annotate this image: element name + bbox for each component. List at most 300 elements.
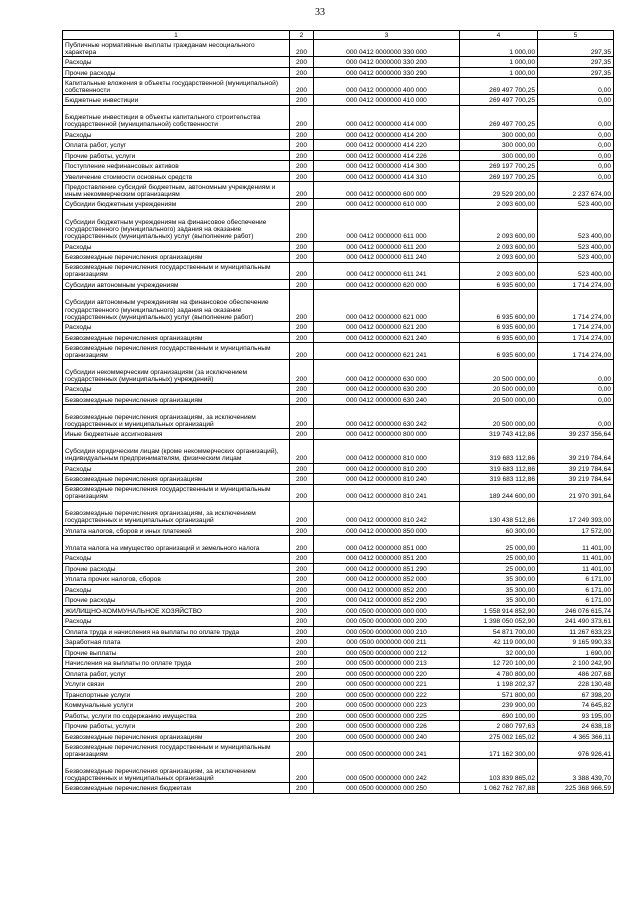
table-row [63, 171, 614, 182]
row-name-cell: Прочие расходы [63, 595, 290, 606]
table-row [63, 595, 614, 606]
row-line-code-cell: 200 [290, 463, 314, 474]
table-row [63, 637, 614, 648]
table-row [63, 57, 614, 68]
row-budget-code-cell: 000 0412 0000000 414 310 [314, 171, 460, 182]
row-line-code-cell: 200 [290, 394, 314, 405]
row-executed-amount-cell: 0,00 [538, 150, 614, 161]
row-name-cell: ЖИЛИЩНО-КОММУНАЛЬНОЕ ХОЗЯЙСТВО [63, 605, 290, 616]
row-name-cell: Субсидии автономным учреждениям на финансовое обеспечение государственного (муниципального) задания на оказание государственных (муниципальных) услуг (выполнение работ) [63, 290, 290, 322]
row-budget-code-cell: 000 0412 0000000 611 240 [314, 252, 460, 263]
row-executed-amount-cell: 6 171,00 [538, 584, 614, 595]
table-row [63, 322, 614, 333]
row-approved-amount-cell: 1 000,00 [460, 67, 538, 78]
row-line-code-cell: 200 [290, 171, 314, 182]
row-name-cell: Прочие расходы [63, 67, 290, 78]
row-name-cell: Безвозмездные перечисления организациям, за исключением государственных и муниципальных организаций [63, 759, 290, 783]
row-line-code-cell: 200 [290, 150, 314, 161]
row-name-cell: Безвозмездные перечисления организациям [63, 252, 290, 263]
row-line-code-cell: 200 [290, 252, 314, 263]
row-approved-amount-cell: 269 197 700,25 [460, 161, 538, 172]
table-row [63, 439, 614, 463]
row-budget-code-cell: 000 0500 0000000 000 242 [314, 759, 460, 783]
row-name-cell: Расходы [63, 463, 290, 474]
row-approved-amount-cell: 1 000,00 [460, 57, 538, 68]
table-row [63, 360, 614, 384]
row-budget-code-cell: 000 0412 0000000 414 300 [314, 161, 460, 172]
row-budget-code-cell: 000 0412 0000000 621 200 [314, 322, 460, 333]
row-line-code-cell: 200 [290, 95, 314, 106]
row-line-code-cell: 200 [290, 710, 314, 721]
row-name-cell: Безвозмездные перечисления организациям [63, 394, 290, 405]
row-name-cell: Увеличение стоимости основных средств [63, 171, 290, 182]
row-budget-code-cell: 000 0412 0000000 330 000 [314, 40, 460, 57]
row-budget-code-cell: 000 0412 0000000 414 226 [314, 150, 460, 161]
table-row [63, 474, 614, 485]
row-name-cell: Бюджетные инвестиции в объекты капитального строительства государственной (муниципальной) собственности [63, 105, 290, 129]
row-executed-amount-cell: 6 171,00 [538, 595, 614, 606]
row-budget-code-cell: 000 0412 0000000 852 000 [314, 574, 460, 585]
table-row [63, 405, 614, 429]
row-line-code-cell: 200 [290, 759, 314, 783]
table-row [63, 668, 614, 679]
row-approved-amount-cell: 275 002 165,02 [460, 731, 538, 742]
row-approved-amount-cell: 2 093 600,00 [460, 252, 538, 263]
row-name-cell: Иные бюджетные ассигнования [63, 429, 290, 440]
row-name-cell: Субсидии бюджетным учреждениям [63, 199, 290, 210]
row-executed-amount-cell: 976 926,41 [538, 742, 614, 759]
row-line-code-cell: 200 [290, 199, 314, 210]
row-budget-code-cell: 000 0500 0000000 000 211 [314, 637, 460, 648]
table-row [63, 679, 614, 690]
table-header [63, 31, 614, 40]
row-approved-amount-cell: 1 558 914 852,90 [460, 605, 538, 616]
row-name-cell: Безвозмездные перечисления организациям, за исключением государственных и муниципальных организаций [63, 405, 290, 429]
column-header-4: 4 [460, 31, 538, 40]
row-line-code-cell: 200 [290, 474, 314, 485]
table-row [63, 252, 614, 263]
table-row [63, 616, 614, 627]
row-executed-amount-cell: 1 714 274,00 [538, 322, 614, 333]
row-name-cell: Безвозмездные перечисления организациям [63, 474, 290, 485]
row-approved-amount-cell: 29 529 200,00 [460, 182, 538, 199]
table-row [63, 731, 614, 742]
row-line-code-cell: 200 [290, 57, 314, 68]
row-approved-amount-cell: 20 500 000,00 [460, 384, 538, 395]
row-budget-code-cell: 000 0412 0000000 851 200 [314, 553, 460, 564]
row-executed-amount-cell: 225 368 966,59 [538, 783, 614, 794]
row-approved-amount-cell: 20 500 000,00 [460, 405, 538, 429]
row-executed-amount-cell: 17 572,00 [538, 525, 614, 536]
row-name-cell: Прочие выплаты [63, 647, 290, 658]
row-budget-code-cell: 000 0412 0000000 630 200 [314, 384, 460, 395]
table-row [63, 574, 614, 585]
row-approved-amount-cell: 4 780 800,00 [460, 668, 538, 679]
row-line-code-cell: 200 [290, 605, 314, 616]
row-name-cell: Услуги связи [63, 679, 290, 690]
table-row [63, 343, 614, 360]
row-executed-amount-cell: 523 400,00 [538, 209, 614, 241]
row-approved-amount-cell: 42 119 000,00 [460, 637, 538, 648]
row-budget-code-cell: 000 0412 0000000 611 200 [314, 241, 460, 252]
row-name-cell: Капитальные вложения в объекты государственной (муниципальной) собственности [63, 78, 290, 95]
row-approved-amount-cell: 319 683 112,86 [460, 474, 538, 485]
row-executed-amount-cell: 0,00 [538, 95, 614, 106]
row-approved-amount-cell: 1 398 050 052,90 [460, 616, 538, 627]
row-approved-amount-cell: 20 500 000,00 [460, 394, 538, 405]
row-approved-amount-cell: 2 093 600,00 [460, 262, 538, 279]
table-row [63, 525, 614, 536]
row-line-code-cell: 200 [290, 322, 314, 333]
row-budget-code-cell: 000 0412 0000000 810 000 [314, 439, 460, 463]
row-line-code-cell: 200 [290, 658, 314, 669]
row-line-code-cell: 200 [290, 626, 314, 637]
row-name-cell: Расходы [63, 129, 290, 140]
row-executed-amount-cell: 228 130,48 [538, 679, 614, 690]
row-executed-amount-cell: 39 219 784,64 [538, 474, 614, 485]
table-row [63, 40, 614, 57]
row-name-cell: Расходы [63, 584, 290, 595]
row-executed-amount-cell: 241 490 373,61 [538, 616, 614, 627]
row-line-code-cell: 200 [290, 700, 314, 711]
row-executed-amount-cell: 24 638,18 [538, 721, 614, 732]
row-budget-code-cell: 000 0412 0000000 630 000 [314, 360, 460, 384]
row-executed-amount-cell: 2 100 242,90 [538, 658, 614, 669]
row-name-cell: Заработная плата [63, 637, 290, 648]
row-budget-code-cell: 000 0500 0000000 000 250 [314, 783, 460, 794]
row-name-cell: Поступление нефинансовых активов [63, 161, 290, 172]
row-line-code-cell: 200 [290, 279, 314, 290]
row-line-code-cell: 200 [290, 484, 314, 501]
row-executed-amount-cell: 11 401,00 [538, 553, 614, 564]
row-budget-code-cell: 000 0412 0000000 810 241 [314, 484, 460, 501]
row-executed-amount-cell: 0,00 [538, 384, 614, 395]
row-name-cell: Начисления на выплаты по оплате труда [63, 658, 290, 669]
table-row [63, 429, 614, 440]
row-executed-amount-cell: 0,00 [538, 78, 614, 95]
row-line-code-cell: 200 [290, 140, 314, 151]
row-approved-amount-cell: 25 000,00 [460, 553, 538, 564]
budget-execution-table [62, 30, 614, 794]
row-budget-code-cell: 000 0412 0000000 600 000 [314, 182, 460, 199]
row-approved-amount-cell: 2 093 600,00 [460, 241, 538, 252]
table-row [63, 105, 614, 129]
row-name-cell: Оплата работ, услуг [63, 140, 290, 151]
row-executed-amount-cell: 4 365 366,11 [538, 731, 614, 742]
table-row [63, 241, 614, 252]
row-name-cell: Уплата налогов, сборов и иных платежей [63, 525, 290, 536]
row-budget-code-cell: 000 0412 0000000 810 242 [314, 501, 460, 525]
row-budget-code-cell: 000 0500 0000000 000 212 [314, 647, 460, 658]
row-line-code-cell: 200 [290, 78, 314, 95]
table-row [63, 394, 614, 405]
column-header-1: 1 [63, 31, 290, 40]
row-name-cell: Расходы [63, 553, 290, 564]
row-name-cell: Субсидии автономным учреждениям [63, 279, 290, 290]
row-line-code-cell: 200 [290, 405, 314, 429]
row-line-code-cell: 200 [290, 209, 314, 241]
row-line-code-cell: 200 [290, 679, 314, 690]
row-line-code-cell: 200 [290, 332, 314, 343]
row-executed-amount-cell: 0,00 [538, 140, 614, 151]
row-line-code-cell: 200 [290, 360, 314, 384]
row-name-cell: Оплата труда и начисления на выплаты по оплате труда [63, 626, 290, 637]
row-line-code-cell: 200 [290, 429, 314, 440]
row-name-cell: Работы, услуги по содержанию имущества [63, 710, 290, 721]
row-name-cell: Предоставление субсидий бюджетным, автономным учреждениям и иным некоммерческим организациям [63, 182, 290, 199]
row-name-cell: Расходы [63, 57, 290, 68]
row-executed-amount-cell: 297,35 [538, 57, 614, 68]
row-name-cell: Транспортные услуги [63, 689, 290, 700]
row-executed-amount-cell: 1 690,00 [538, 647, 614, 658]
row-budget-code-cell: 000 0412 0000000 810 240 [314, 474, 460, 485]
row-approved-amount-cell: 269 497 700,25 [460, 105, 538, 129]
table-row [63, 605, 614, 616]
row-executed-amount-cell: 523 400,00 [538, 262, 614, 279]
table-row [63, 553, 614, 564]
table-row [63, 536, 614, 553]
row-line-code-cell: 200 [290, 689, 314, 700]
row-executed-amount-cell: 17 249 393,00 [538, 501, 614, 525]
table-row [63, 759, 614, 783]
table-row [63, 700, 614, 711]
row-name-cell: Расходы [63, 384, 290, 395]
row-name-cell: Прочие расходы [63, 563, 290, 574]
row-budget-code-cell: 000 0500 0000000 000 200 [314, 616, 460, 627]
table-row [63, 199, 614, 210]
row-line-code-cell: 200 [290, 129, 314, 140]
table-row [63, 332, 614, 343]
row-name-cell: Субсидии бюджетным учреждениям на финансовое обеспечение государственного (муниципального) задания на оказание государственных (муниципальных) услуг (выполнение работ) [63, 209, 290, 241]
table-row [63, 182, 614, 199]
row-approved-amount-cell: 319 683 112,86 [460, 463, 538, 474]
row-executed-amount-cell: 11 401,00 [538, 536, 614, 553]
row-approved-amount-cell: 300 000,00 [460, 150, 538, 161]
row-budget-code-cell: 000 0412 0000000 414 220 [314, 140, 460, 151]
row-name-cell: Прочие работы, услуги [63, 150, 290, 161]
row-budget-code-cell: 000 0500 0000000 000 222 [314, 689, 460, 700]
row-budget-code-cell: 000 0412 0000000 630 242 [314, 405, 460, 429]
row-budget-code-cell: 000 0412 0000000 330 200 [314, 57, 460, 68]
row-line-code-cell: 200 [290, 536, 314, 553]
row-line-code-cell: 200 [290, 647, 314, 658]
table-row [63, 658, 614, 669]
row-name-cell: Безвозмездные перечисления государственным и муниципальным организациям [63, 484, 290, 501]
row-budget-code-cell: 000 0412 0000000 621 241 [314, 343, 460, 360]
row-line-code-cell: 200 [290, 262, 314, 279]
row-approved-amount-cell: 6 935 600,00 [460, 279, 538, 290]
row-name-cell: Уплата налога на имущество организаций и земельного налога [63, 536, 290, 553]
row-budget-code-cell: 000 0412 0000000 852 200 [314, 584, 460, 595]
row-line-code-cell: 200 [290, 40, 314, 57]
table-row [63, 209, 614, 241]
row-line-code-cell: 200 [290, 574, 314, 585]
table-body [63, 40, 614, 794]
row-line-code-cell: 200 [290, 525, 314, 536]
row-budget-code-cell: 000 0412 0000000 851 290 [314, 563, 460, 574]
row-executed-amount-cell: 2 237 674,00 [538, 182, 614, 199]
column-header-5: 5 [538, 31, 614, 40]
table-row [63, 563, 614, 574]
table-row [63, 279, 614, 290]
row-executed-amount-cell: 0,00 [538, 161, 614, 172]
row-approved-amount-cell: 20 500 000,00 [460, 360, 538, 384]
row-executed-amount-cell: 0,00 [538, 129, 614, 140]
row-approved-amount-cell: 239 900,00 [460, 700, 538, 711]
row-executed-amount-cell: 39 219 784,64 [538, 439, 614, 463]
table-row [63, 721, 614, 732]
row-line-code-cell: 200 [290, 241, 314, 252]
row-budget-code-cell: 000 0412 0000000 630 240 [314, 394, 460, 405]
row-name-cell: Безвозмездные перечисления организациям [63, 731, 290, 742]
row-executed-amount-cell: 1 714 274,00 [538, 290, 614, 322]
row-executed-amount-cell: 11 267 633,23 [538, 626, 614, 637]
row-executed-amount-cell: 0,00 [538, 360, 614, 384]
row-approved-amount-cell: 60 300,00 [460, 525, 538, 536]
row-line-code-cell: 200 [290, 563, 314, 574]
row-budget-code-cell: 000 0412 0000000 621 000 [314, 290, 460, 322]
table-row [63, 140, 614, 151]
row-executed-amount-cell: 3 388 439,70 [538, 759, 614, 783]
row-budget-code-cell: 000 0412 0000000 611 241 [314, 262, 460, 279]
row-budget-code-cell: 000 0412 0000000 410 000 [314, 95, 460, 106]
row-budget-code-cell: 000 0500 0000000 000 000 [314, 605, 460, 616]
row-line-code-cell: 200 [290, 616, 314, 627]
table-row [63, 584, 614, 595]
row-budget-code-cell: 000 0500 0000000 000 213 [314, 658, 460, 669]
row-budget-code-cell: 000 0412 0000000 400 000 [314, 78, 460, 95]
row-approved-amount-cell: 103 839 865,02 [460, 759, 538, 783]
row-executed-amount-cell: 21 970 391,64 [538, 484, 614, 501]
table-row [63, 262, 614, 279]
row-line-code-cell: 200 [290, 637, 314, 648]
row-budget-code-cell: 000 0412 0000000 620 000 [314, 279, 460, 290]
row-executed-amount-cell: 1 714 274,00 [538, 279, 614, 290]
table-row [63, 742, 614, 759]
row-approved-amount-cell: 269 497 700,25 [460, 78, 538, 95]
row-name-cell: Безвозмездные перечисления государственным и муниципальным организациям [63, 742, 290, 759]
row-budget-code-cell: 000 0500 0000000 000 226 [314, 721, 460, 732]
row-executed-amount-cell: 93 195,00 [538, 710, 614, 721]
row-name-cell: Расходы [63, 241, 290, 252]
row-approved-amount-cell: 1 198 202,37 [460, 679, 538, 690]
row-budget-code-cell: 000 0412 0000000 414 200 [314, 129, 460, 140]
table-row [63, 95, 614, 106]
row-line-code-cell: 200 [290, 553, 314, 564]
row-approved-amount-cell: 319 683 112,86 [460, 439, 538, 463]
row-line-code-cell: 200 [290, 783, 314, 794]
row-approved-amount-cell: 25 000,00 [460, 563, 538, 574]
row-approved-amount-cell: 300 000,00 [460, 140, 538, 151]
row-executed-amount-cell: 39 219 784,64 [538, 463, 614, 474]
row-executed-amount-cell: 297,35 [538, 40, 614, 57]
row-approved-amount-cell: 1 000,00 [460, 40, 538, 57]
table-row [63, 384, 614, 395]
row-executed-amount-cell: 67 398,20 [538, 689, 614, 700]
row-executed-amount-cell: 0,00 [538, 405, 614, 429]
row-name-cell: Уплата прочих налогов, сборов [63, 574, 290, 585]
table-row [63, 161, 614, 172]
row-approved-amount-cell: 300 000,00 [460, 129, 538, 140]
row-approved-amount-cell: 171 162 300,00 [460, 742, 538, 759]
row-name-cell: Прочие работы, услуги [63, 721, 290, 732]
row-approved-amount-cell: 269 197 700,25 [460, 171, 538, 182]
row-executed-amount-cell: 523 400,00 [538, 199, 614, 210]
row-approved-amount-cell: 269 497 700,25 [460, 95, 538, 106]
row-approved-amount-cell: 1 062 762 787,88 [460, 783, 538, 794]
row-budget-code-cell: 000 0412 0000000 621 240 [314, 332, 460, 343]
page-number: 33 [315, 7, 325, 18]
row-approved-amount-cell: 6 935 600,00 [460, 290, 538, 322]
row-name-cell: Безвозмездные перечисления организациям [63, 332, 290, 343]
table-row [63, 463, 614, 474]
row-name-cell: Оплата работ, услуг [63, 668, 290, 679]
row-budget-code-cell: 000 0412 0000000 810 200 [314, 463, 460, 474]
header-row [63, 31, 614, 40]
table-row [63, 290, 614, 322]
row-executed-amount-cell: 0,00 [538, 171, 614, 182]
row-executed-amount-cell: 523 400,00 [538, 252, 614, 263]
table-row [63, 689, 614, 700]
row-line-code-cell: 200 [290, 290, 314, 322]
row-budget-code-cell: 000 0500 0000000 000 221 [314, 679, 460, 690]
row-executed-amount-cell: 297,35 [538, 67, 614, 78]
row-budget-code-cell: 000 0412 0000000 330 290 [314, 67, 460, 78]
row-approved-amount-cell: 189 244 600,00 [460, 484, 538, 501]
row-line-code-cell: 200 [290, 721, 314, 732]
row-budget-code-cell: 000 0412 0000000 800 000 [314, 429, 460, 440]
row-name-cell: Безвозмездные перечисления государственным и муниципальным организациям [63, 343, 290, 360]
row-approved-amount-cell: 690 100,00 [460, 710, 538, 721]
row-line-code-cell: 200 [290, 501, 314, 525]
row-name-cell: Расходы [63, 616, 290, 627]
row-approved-amount-cell: 35 300,00 [460, 574, 538, 585]
row-budget-code-cell: 000 0412 0000000 850 000 [314, 525, 460, 536]
row-approved-amount-cell: 571 800,00 [460, 689, 538, 700]
row-approved-amount-cell: 54 871 700,00 [460, 626, 538, 637]
row-name-cell: Безвозмездные перечисления организациям, за исключением государственных и муниципальных организаций [63, 501, 290, 525]
row-approved-amount-cell: 6 935 600,00 [460, 332, 538, 343]
row-budget-code-cell: 000 0500 0000000 000 210 [314, 626, 460, 637]
row-line-code-cell: 200 [290, 742, 314, 759]
row-executed-amount-cell: 9 165 990,33 [538, 637, 614, 648]
row-name-cell: Безвозмездные перечисления бюджетам [63, 783, 290, 794]
row-executed-amount-cell: 74 645,82 [538, 700, 614, 711]
row-budget-code-cell: 000 0500 0000000 000 240 [314, 731, 460, 742]
row-approved-amount-cell: 35 300,00 [460, 595, 538, 606]
row-approved-amount-cell: 35 300,00 [460, 584, 538, 595]
row-name-cell: Коммунальные услуги [63, 700, 290, 711]
row-executed-amount-cell: 11 401,00 [538, 563, 614, 574]
row-approved-amount-cell: 2 080 797,63 [460, 721, 538, 732]
row-approved-amount-cell: 32 000,00 [460, 647, 538, 658]
row-line-code-cell: 200 [290, 182, 314, 199]
row-executed-amount-cell: 39 237 356,64 [538, 429, 614, 440]
row-line-code-cell: 200 [290, 439, 314, 463]
row-approved-amount-cell: 25 000,00 [460, 536, 538, 553]
table-row [63, 501, 614, 525]
row-approved-amount-cell: 2 093 600,00 [460, 209, 538, 241]
row-executed-amount-cell: 0,00 [538, 105, 614, 129]
table-row [63, 78, 614, 95]
row-budget-code-cell: 000 0412 0000000 852 290 [314, 595, 460, 606]
row-line-code-cell: 200 [290, 668, 314, 679]
row-executed-amount-cell: 1 714 274,00 [538, 343, 614, 360]
row-line-code-cell: 200 [290, 161, 314, 172]
table-row [63, 484, 614, 501]
row-executed-amount-cell: 486 207,68 [538, 668, 614, 679]
row-line-code-cell: 200 [290, 105, 314, 129]
